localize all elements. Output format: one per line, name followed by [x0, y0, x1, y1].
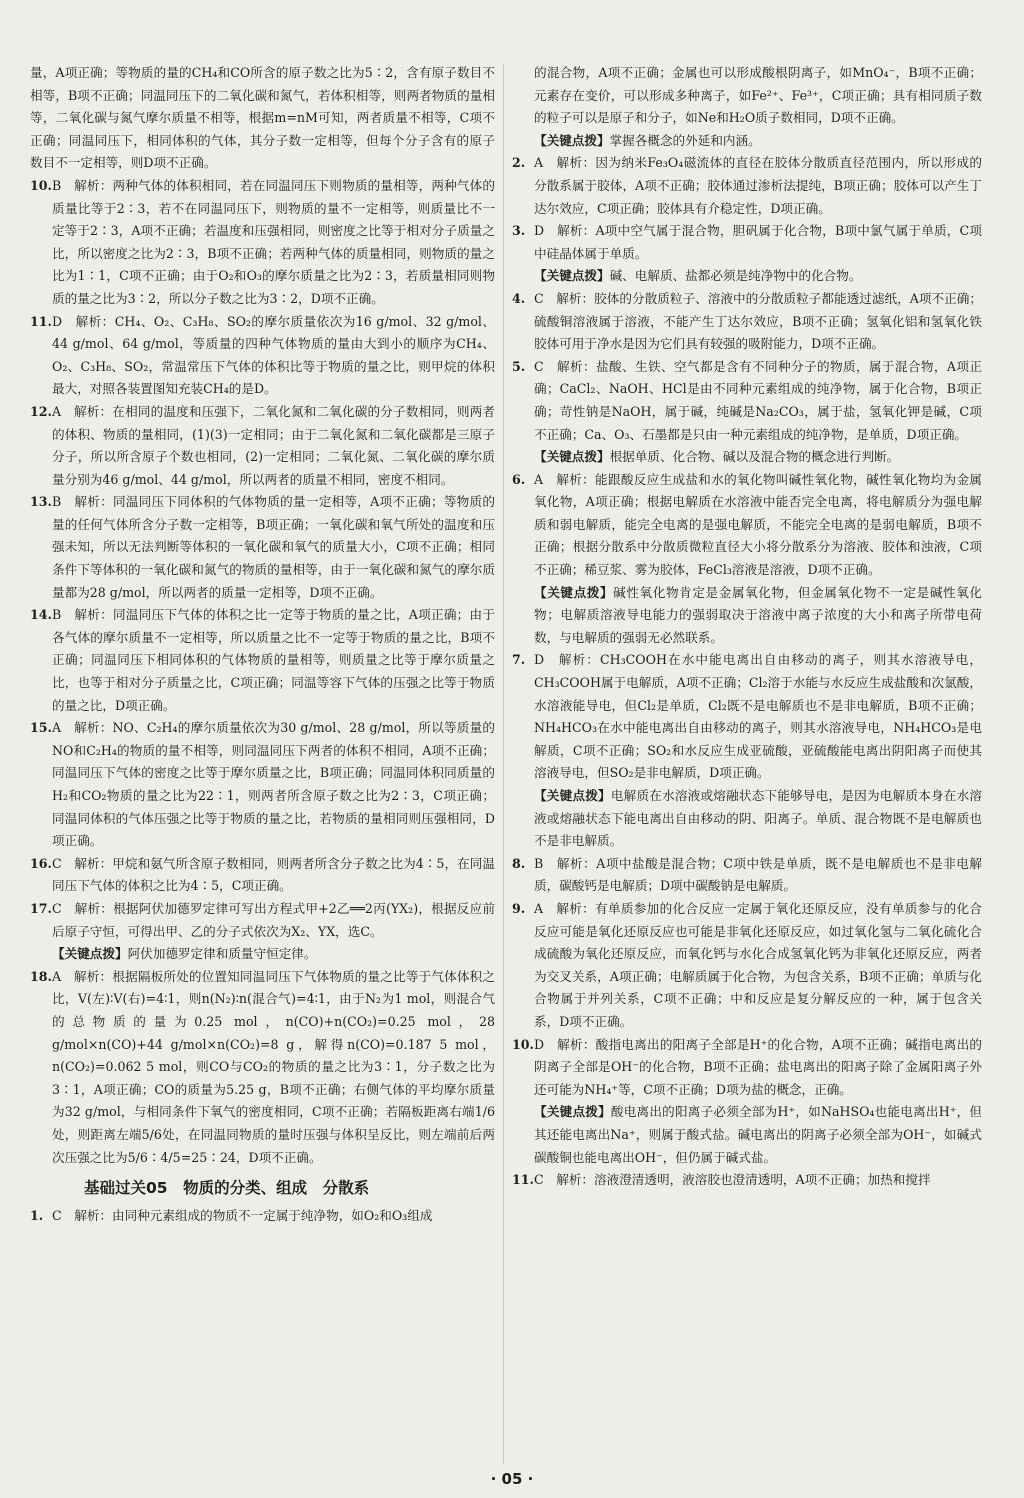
- answer-item-10: 10. D 解析：酸指电离出的阳离子全部是H⁺的化合物，A项不正确；碱指电离出的阴离子全部是OH⁻的化合物，B项不正确；盐电离出的阳离子除了金属阳离子外还可能为NH₄⁺等，C项不正确；D项为盐的概念，正确。: [512, 1034, 982, 1102]
- column-divider: [503, 64, 504, 1464]
- continuation-paragraph: 的混合物，A项不正确；金属也可以形成酸根阴离子，如MnO₄⁻，B项不正确；元素存在变价，可以形成多种离子，如Fe²⁺、Fe³⁺，C项正确；具有相同质子数的粒子可以是原子和分子，如Ne和H₂O质子数相同，D项不正确。: [534, 65, 982, 126]
- key-tip: 【关键点拨】电解质在水溶液或熔融状态下能够导电，是因为电解质本身在水溶液或熔融状态下能电离出自由移动的阴、阳离子。单质、混合物既不是电解质也不是非电解质。: [534, 788, 982, 849]
- page-number: · 05 ·: [490, 1470, 534, 1488]
- answer-item-15: 15. A 解析：NO、C₂H₄的摩尔质量依次为30 g/mol、28 g/mol，所以等质量的NO和C₂H₄的物质的量不相等，则同温同压下两者的体积不相同，A项不正确；同温同压下气体的密度之比等于摩尔质量之比，B项正确；同温同体积同质量的H₂和CO₂物质的量之比为22∶1，则两者所含原子数之比为2∶3，C项正确；同温同体积的气体压强之比等于物质的量之比，若物质的量相同则压强相同，D项正确。: [30, 717, 495, 853]
- answer-item-7: 7. D 解析：CH₃COOH在水中能电离出自由移动的离子，则其水溶液导电，CH₃COOH属于电解质，A项不正确；Cl₂溶于水能与水反应生成盐酸和次氯酸，水溶液能导电，但Cl₂是单质，Cl₂既不是电解质也不是非电解质，B项不正确；NH₄HCO₃在水中能电离出自由移动的离子，则其水溶液导电，NH₄HCO₃是电解质，C项不正确；SO₂和水反应生成亚硫酸，亚硫酸能电离出阴阳离子而使其溶液导电，但SO₂是非电解质，D项正确。: [512, 649, 982, 785]
- item-number: 1.: [30, 1208, 44, 1224]
- item-number: 10.: [30, 177, 52, 193]
- key-tip: 【关键点拨】碱、电解质、盐都必须是纯净物中的化合物。: [534, 268, 862, 284]
- item-number: 3.: [512, 223, 526, 239]
- item-number: 14.: [30, 607, 52, 623]
- answer-item-9: 9. A 解析：有单质参加的化合反应一定属于氧化还原反应，没有单质参与的化合反应可能是氧化还原反应也可能是非氧化还原反应，如过氧化氢与二氧化硫化合成硫酸为氧化还原反应，而氧化钙与水化合成氢氧化钙为非氧化还原反应，两者为交叉关系，A项正确；电解质属于化合物，为包含关系，B项不正确；单质与化合物属于并列关系，C项不正确；中和反应是复分解反应的一种，属于包含关系，D项不正确。: [512, 898, 982, 1034]
- answer-item-1: 1. C 解析：由同种元素组成的物质不一定属于纯净物，如O₂和O₃组成: [30, 1205, 495, 1228]
- right-column: [512, 62, 982, 1482]
- item-number: 6.: [512, 471, 526, 487]
- answer-item-8: 8. B 解析：A项中盐酸是混合物；C项中铁是单质，既不是电解质也不是非电解质，碳酸钙是电解质；D项中碳酸钠是电解质。: [512, 853, 982, 898]
- answer-item-11: 11. C 解析：溶液澄清透明，液溶胶也澄清透明，A项不正确；加热和搅拌: [512, 1169, 982, 1192]
- left-column: [30, 62, 495, 1482]
- item-number: 7.: [512, 652, 526, 668]
- answer-item-10: 10. B 解析：两种气体的体积相同，若在同温同压下则物质的量相等，两种气体的质量比等于2∶3，若不在同温同压下，则物质的量不一定相等，则质量比不一定等于2∶3，A项不正确；若温度和压强相同，则密度之比等于相对分子质量之比，所以密度之比为2∶3，B项不正确；若两种气体的质量相同，则物质的量之比为1∶1，C项不正确；由于O₂和O₃的摩尔质量之比为2∶3，若质量相同则物质的量之比为3∶2，所以分子数之比为3∶2，D项不正确。: [30, 175, 495, 311]
- item-number: 4.: [512, 290, 526, 306]
- answer-item-18: 18. A 解析：根据隔板所处的位置知同温同压下气体物质的量之比等于气体体积之比，V(左)∶V(右)=4∶1，则n(N₂)∶n(混合气)=4∶1，由于N₂为1 mol，则混合气的总物质的量为0.25 mol，n(CO)+n(CO₂)=0.25 mol，28 g/mol×n(CO)+44 g/mol×n(CO₂)=8 g，解得n(CO)=0.187 5 mol，n(CO₂)=0.062 5 mol，则CO与CO₂的物质的量之比为3∶1，分子数之比为3∶1，A项正确；CO的质量为5.25 g，B项不正确；右侧气体的平均摩尔质量为32 g/mol，与相同条件下氧气的密度相同，C项不正确；若隔板距离右端1/6处，则距离左端5/6处，在同温同物质的量时压强与体积呈反比，则左端前后两次压强之比为5/6∶4/5=25∶24，D项不正确。: [30, 966, 495, 1169]
- item-number: 9.: [512, 900, 526, 916]
- item-number: 12.: [30, 403, 52, 419]
- answer-item-11: 11. D 解析：CH₄、O₂、C₃H₈、SO₂的摩尔质量依次为16 g/mol、32 g/mol、44 g/mol、64 g/mol，等质量的四种气体物质的量由大到小的顺序为CH₄、O₂、C₃H₈、SO₂，常温常压下气体的体积比等于物质的量之比，则甲烷的体积最大，对照各装置图知充装CH₄的是D。: [30, 311, 495, 401]
- answer-item-3: 3. D 解析：A项中空气属于混合物，胆矾属于化合物，B项中氯气属于单质，C项中硅晶体属于单质。: [512, 220, 982, 265]
- item-number: 17.: [30, 900, 52, 916]
- item-number: 5.: [512, 358, 526, 374]
- key-tip: 【关键点拨】掌握各概念的外延和内涵。: [534, 132, 761, 148]
- item-number: 15.: [30, 720, 52, 736]
- answer-item-16: 16. C 解析：甲烷和氨气所含原子数相同，则两者所含分子数之比为4∶5，在同温同压下气体的体积之比为4∶5，C项正确。: [30, 853, 495, 898]
- item-number: 2.: [512, 155, 526, 171]
- answer-item-5: 5. C 解析：盐酸、生铁、空气都是含有不同种分子的物质，属于混合物，A项正确；CaCl₂、NaOH、HCl是由不同种元素组成的纯净物，属于化合物，B项正确；苛性钠是NaOH，属于碱，纯碱是Na₂CO₃，属于盐，氢氧化钾是碱，C项不正确；Ca、O₃、石墨都是只由一种元素组成的纯净物，是单质，D项正确。: [512, 356, 982, 446]
- item-number: 8.: [512, 855, 526, 871]
- section-title: 基础过关05 物质的分类、组成 分散系: [84, 1179, 370, 1198]
- answer-item-14: 14. B 解析：同温同压下气体的体积之比一定等于物质的量之比，A项正确；由于各气体的摩尔质量不一定相等，所以质量之比不一定等于物质的量之比，B项不正确；同温同压下相同体积的气体物质的量相等，则质量之比等于摩尔质量之比，也等于相对分子质量之比，C项正确；同温等容下气体的压强之比等于物质的量之比，D项正确。: [30, 604, 495, 717]
- item-number: 11.: [512, 1172, 534, 1188]
- item-number: 18.: [30, 968, 52, 984]
- answer-item-4: 4. C 解析：胶体的分散质粒子、溶液中的分散质粒子都能透过滤纸，A项不正确；硫酸铜溶液属于溶液，不能产生丁达尔效应，B项不正确；氢氧化铝和氢氧化铁胶体可用于净水是因为它们具有较强的吸附能力，D项不正确。: [512, 288, 982, 356]
- continuation-paragraph: 量，A项正确；等物质的量的CH₄和CO所含的原子数之比为5∶2，含有原子数目不相等，B项不正确；同温同压下的二氧化碳和氮气，若体积相等，则两者物质的量相等，二氧化碳与氮气摩尔质量不相等，根据m=nM可知，两者质量不相等，C项不正确；同温同压下，相同体积的气体，其分子数一定相等，但每个分子含有的原子数目不一定相等，则D项不正确。: [30, 65, 495, 171]
- answer-item-17: 17. C 解析：根据阿伏加德罗定律可写出方程式甲+2乙══2丙(YX₂)，根据反应前后原子守恒，可得出甲、乙的分子式依次为X₂、YX，选C。: [30, 898, 495, 943]
- answer-item-6: 6. A 解析：能跟酸反应生成盐和水的氧化物叫碱性氧化物，碱性氧化物均为金属氧化物，A项正确；根据电解质在水溶液中能否完全电离，将电解质分为强电解质和弱电解质，能完全电离的是强电解质，不能完全电离的是弱电解质，B项不正确；根据分散系中分散质微粒直径大小将分散系分为溶液、胶体和浊液，C项不正确；稀豆浆、雾为胶体，FeCl₃溶液是溶液，D项不正确。: [512, 469, 982, 582]
- item-number: 10.: [512, 1036, 534, 1052]
- key-tip: 【关键点拨】阿伏加德罗定律和质量守恒定律。: [52, 946, 317, 962]
- item-number: 16.: [30, 855, 52, 871]
- key-tip: 【关键点拨】酸电离出的阳离子必须全部为H⁺，如NaHSO₄也能电离出H⁺，但其还能电离出Na⁺，则属于酸式盐。碱电离出的阴离子必须全部为OH⁻，如碱式碳酸铜也能电离出OH⁻，但仍属于碱式盐。: [534, 1104, 982, 1165]
- key-tip: 【关键点拨】碱性氧化物肯定是金属氧化物，但金属氧化物不一定是碱性氧化物；电解质溶液导电能力的强弱取决于溶液中离子浓度的大小和离子所带电荷数，与电解质的强弱无必然联系。: [534, 584, 982, 645]
- answer-item-12: 12. A 解析：在相同的温度和压强下，二氧化氮和二氧化碳的分子数相同，则两者的体积、物质的量相同，(1)(3)一定相同；由于二氧化氮和二氧化碳都是三原子分子，所以所含原子个数也相同，(2)一定相同；二氧化氮、二氧化碳的摩尔质量分别为46 g/mol、44 g/mol，所以两者的质量不相同，密度不相同。: [30, 401, 495, 491]
- answer-item-2: 2. A 解析：因为纳米Fe₃O₄磁流体的直径在胶体分散质直径范围内，所以形成的分散系属于胶体，A项不正确；胶体通过渗析法提纯，B项正确；胶体可以产生丁达尔效应，C项正确；胶体具有介稳定性，D项正确。: [512, 152, 982, 220]
- item-number: 11.: [30, 313, 52, 329]
- key-tip: 【关键点拨】根据单质、化合物、碱以及混合物的概念进行判断。: [534, 449, 900, 465]
- item-number: 13.: [30, 494, 52, 510]
- answer-item-13: 13. B 解析：同温同压下同体积的气体物质的量一定相等，A项不正确；等物质的量的任何气体所含分子数一定相等，B项正确；一氧化碳和氧气所处的温度和压强未知，所以无法判断等体积的一氧化碳和氧气的质量大小，C项不正确；相同条件下等体积的一氧化碳和氮气的物质的量相等，由于一氧化碳和氮气的摩尔质量都为28 g/mol，所以两者的质量一定相等，D项不正确。: [30, 491, 495, 604]
